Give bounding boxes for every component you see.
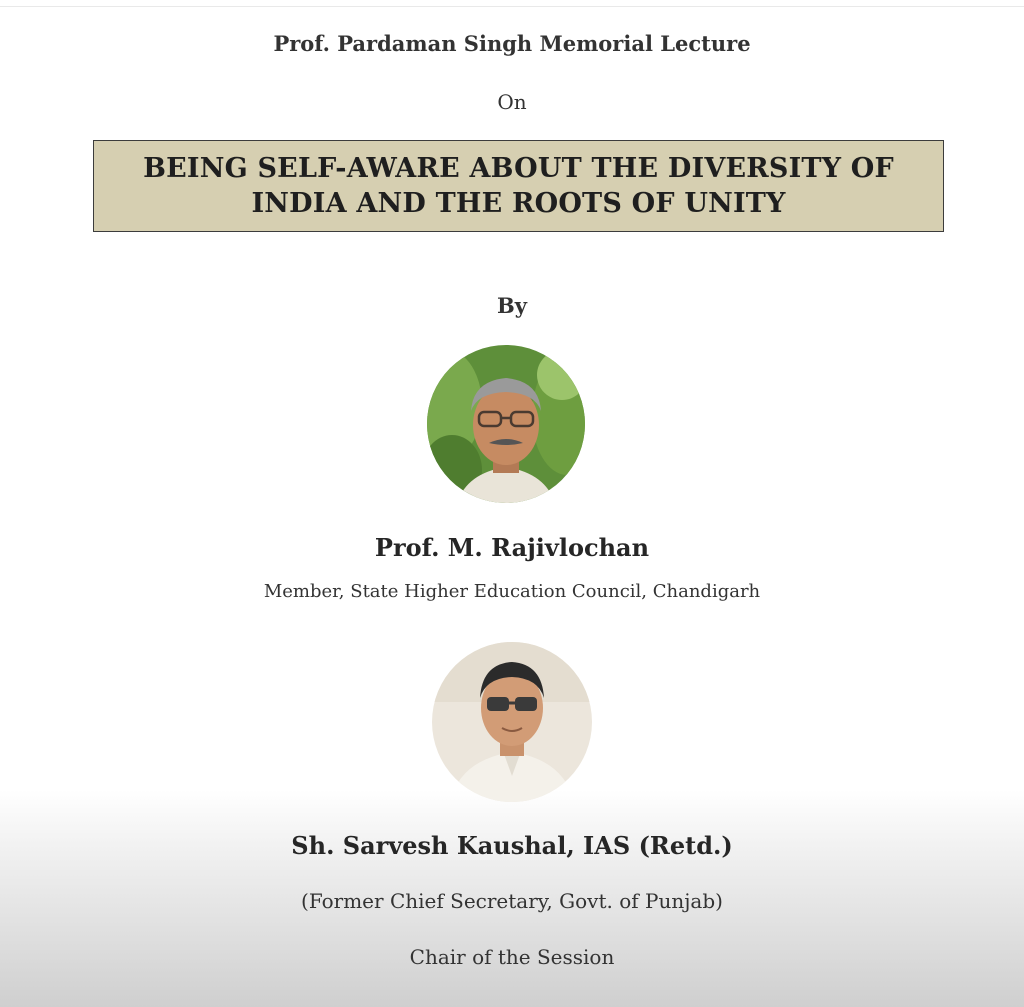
lecture-title (139, 151, 899, 221)
lecture-title-box (93, 140, 944, 232)
lecture-series-title: Prof. Pardaman Singh Memorial Lecture (273, 31, 751, 56)
speaker-portrait-icon (427, 345, 585, 503)
chair-photo (432, 642, 592, 802)
chair-of-session-label: Chair of the Session (409, 945, 615, 969)
lecture-title-line-2: INDIA AND THE ROOTS OF UNITY (251, 188, 786, 219)
by-label: By (497, 293, 527, 318)
lecture-title-line-1: BEING SELF-AWARE ABOUT THE DIVERSITY OF (143, 153, 894, 184)
chair-name: Sh. Sarvesh Kaushal, IAS (Retd.) (291, 831, 733, 860)
top-divider (0, 6, 1024, 7)
chair-portrait-icon (432, 642, 592, 802)
speaker-name: Prof. M. Rajivlochan (374, 533, 650, 562)
chair-role: (Former Chief Secretary, Govt. of Punjab) (301, 889, 723, 913)
speaker-photo (427, 345, 585, 503)
on-label: On (497, 90, 527, 114)
speaker-role: Member, State Higher Education Council, Chandigarh (263, 581, 761, 602)
